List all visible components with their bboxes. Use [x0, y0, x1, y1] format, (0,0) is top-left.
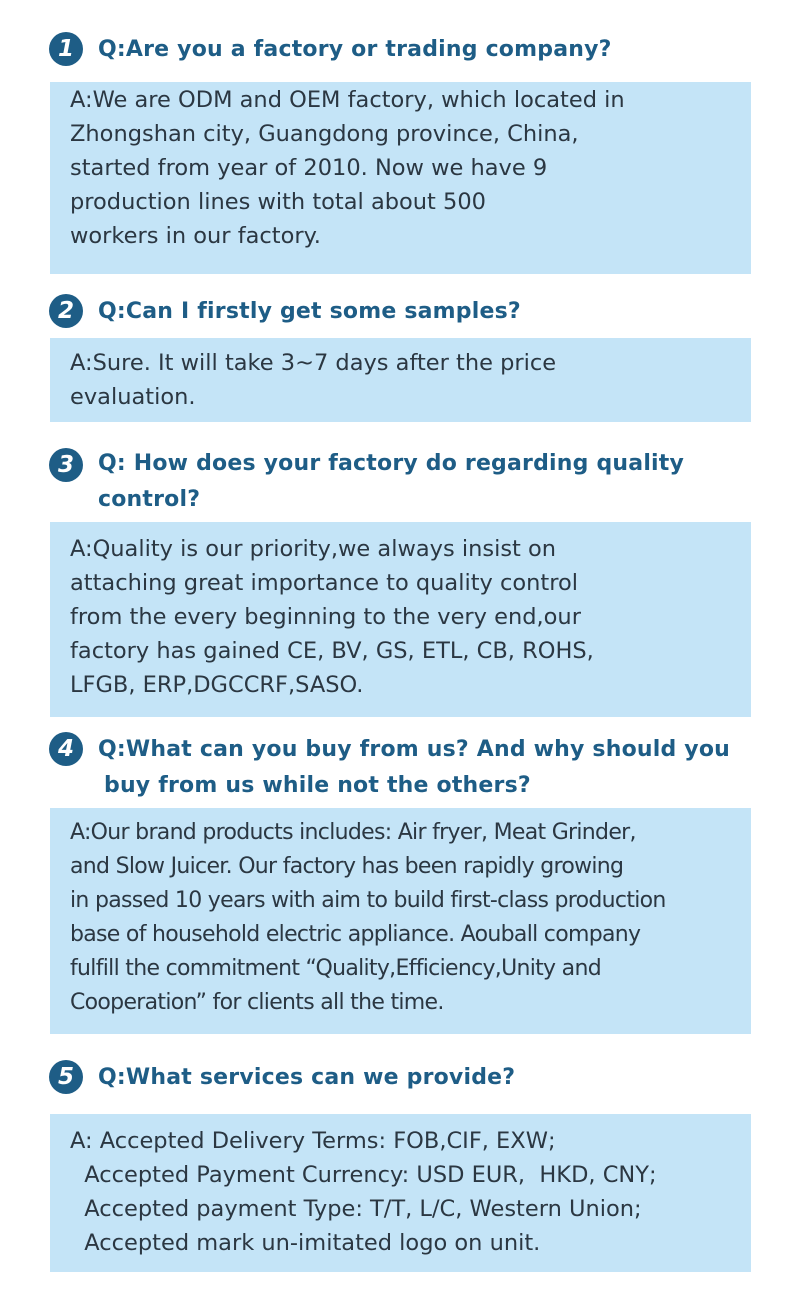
number-3-icon: 3: [49, 448, 83, 482]
number-1-icon: 1: [49, 32, 83, 66]
faq-1-question-row: [0, 32, 800, 68]
faq-4-answer-line: Cooperation” for clients all the time.: [70, 990, 444, 1015]
faq-5-answer-line: A: Accepted Delivery Terms: FOB,CIF, EXW;: [70, 1128, 556, 1154]
faq-4-answer: [50, 808, 751, 1034]
faq-2-question-row: [0, 294, 800, 330]
faq-1-answer-line: started from year of 2010. Now we have 9: [70, 155, 548, 181]
faq-4-answer-line: and Slow Juicer. Our factory has been rapidly growing: [70, 854, 624, 879]
faq-3-answer-line: from the every beginning to the very end,our: [70, 604, 581, 630]
faq-1-answer-line: production lines with total about 500: [70, 189, 486, 215]
faq-4-answer-line: base of household electric appliance. Aouball company: [70, 922, 641, 947]
faq-3-answer-line: factory has gained CE, BV, GS, ETL, CB, ROHS,: [70, 638, 594, 664]
faq-3-answer: [50, 522, 751, 717]
faq-3-question-line-1: Q: How does your factory do regarding quality: [98, 451, 685, 476]
faq-4-answer-line: in passed 10 years with aim to build first-class production: [70, 888, 666, 913]
number-2-icon: 2: [49, 294, 83, 328]
faq-5-answer-line: Accepted Payment Currency: USD EUR, HKD, CNY;: [70, 1162, 657, 1188]
faq-3-answer-line: A:Quality is our priority,we always insist on: [70, 536, 557, 562]
faq-1-answer-line: workers in our factory.: [70, 223, 321, 249]
faq-1-answer: [50, 82, 751, 274]
faq-5-question: Q:What services can we provide?: [98, 1065, 516, 1090]
faq-2-answer: [50, 338, 751, 422]
faq-2-answer-line: evaluation.: [70, 384, 196, 410]
faq-1-question: Q:Are you a factory or trading company?: [98, 37, 612, 62]
faq-5-question-row: [0, 1060, 800, 1096]
faq-5-answer-line: Accepted mark un-imitated logo on unit.: [70, 1230, 541, 1256]
faq-4-question-line-1: Q:What can you buy from us? And why should you: [98, 737, 731, 762]
faq-2-question: Q:Can I firstly get some samples?: [98, 299, 521, 324]
faq-3-answer-line: LFGB, ERP,DGCCRF,SASO.: [70, 672, 364, 698]
faq-4-question-line-2: buy from us while not the others?: [104, 773, 531, 798]
faq-4-question-row: [0, 732, 800, 804]
faq-3-question-line-2: control?: [98, 487, 201, 512]
faq-4-answer-line: fulfill the commitment “Quality,Efficiency,Unity and: [70, 956, 601, 981]
faq-1-answer-line: A:We are ODM and OEM factory, which located in: [70, 87, 625, 113]
faq-1-answer-line: Zhongshan city, Guangdong province, China,: [70, 121, 579, 147]
faq-4-answer-line: A:Our brand products includes: Air fryer, Meat Grinder,: [70, 820, 636, 845]
faq-3-answer-line: attaching great importance to quality control: [70, 570, 578, 596]
faq-5-answer-line: Accepted payment Type: T/T, L/C, Western Union;: [70, 1196, 642, 1222]
faq-2-answer-line: A:Sure. It will take 3~7 days after the price: [70, 350, 557, 376]
faq-5-answer: [50, 1114, 751, 1272]
number-5-icon: 5: [49, 1060, 83, 1094]
faq-3-question-row: [0, 446, 800, 518]
number-4-icon: 4: [49, 732, 83, 766]
